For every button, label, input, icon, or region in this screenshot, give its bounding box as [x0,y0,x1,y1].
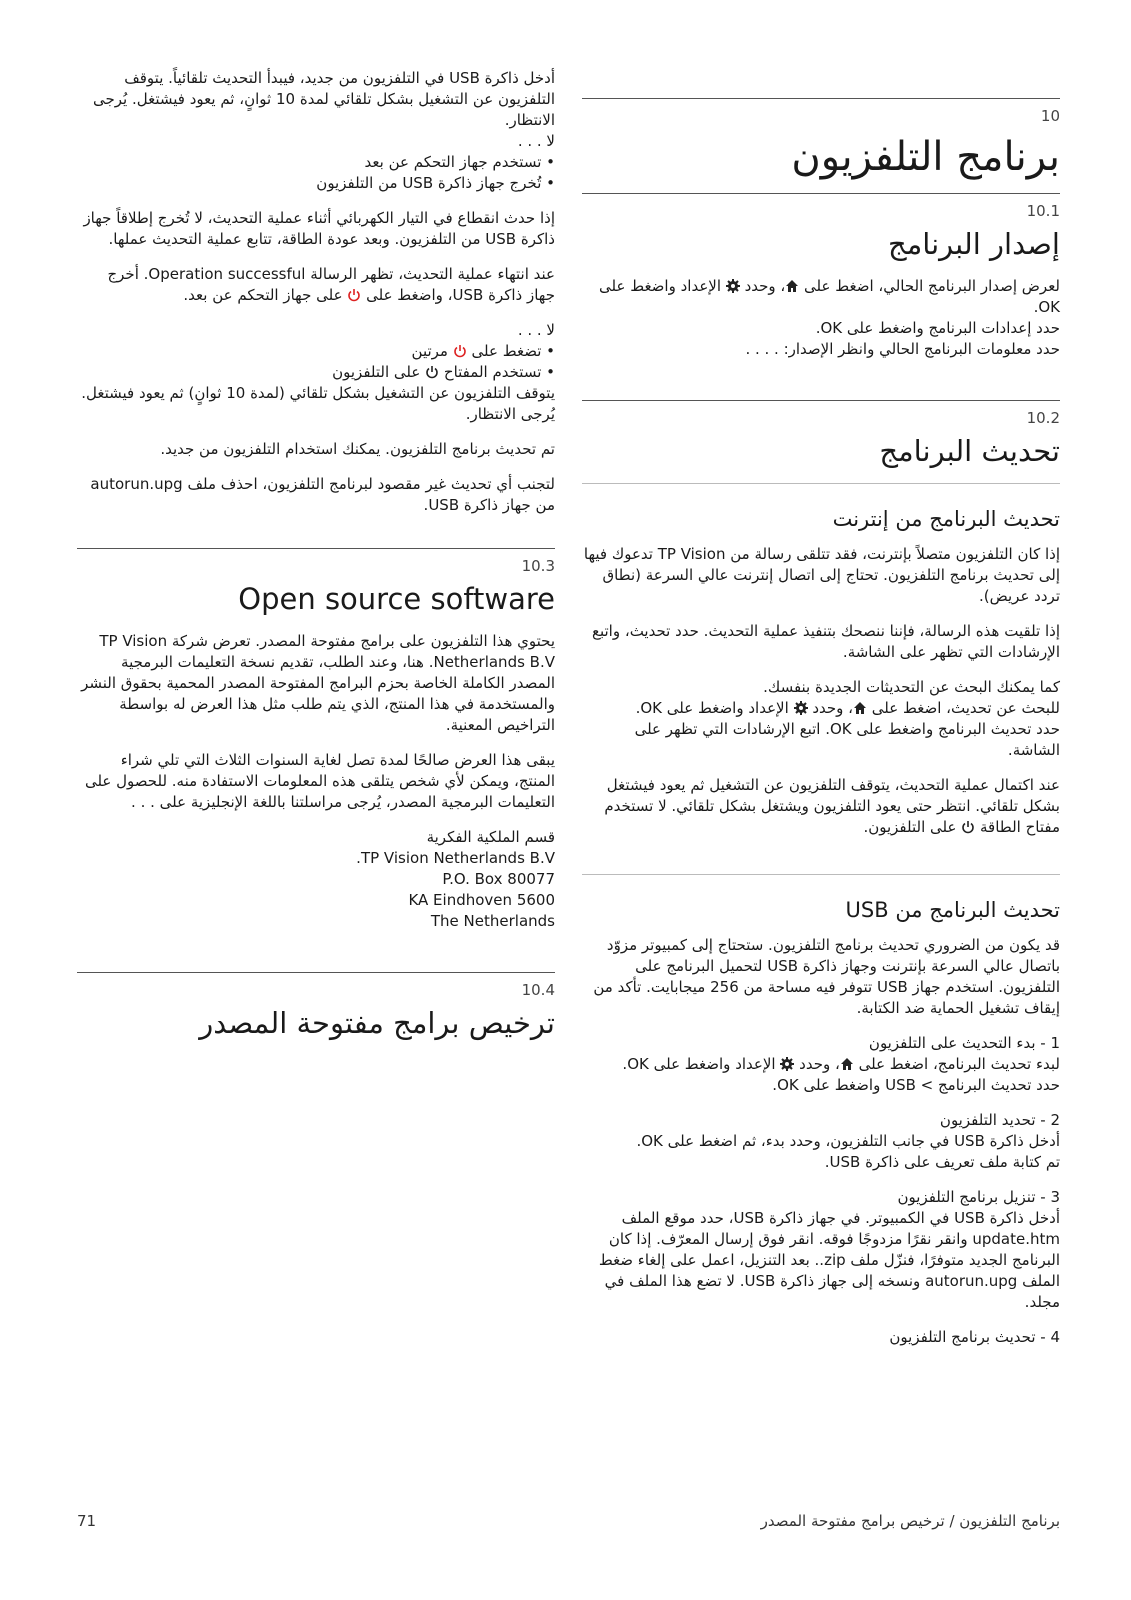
page-number: 71 [77,1512,97,1530]
power-icon [425,365,439,379]
section-rule [77,548,555,549]
address-line: P.O. Box 80077 [442,870,555,888]
subsection-rule [582,483,1060,484]
home-icon [840,1057,854,1071]
section-title: تحديث البرنامج [879,434,1060,468]
subsection-title: تحديث البرنامج من إنترنت [832,507,1060,531]
section-title: إصدار البرنامج [888,227,1060,261]
paragraph: يبقى هذا العرض صالحًا لمدة تصل لغاية السنوات الثلاث التي تلي شراء المنتج، ويمكن لأي شخص يتلقى هذه المعلومات الاستفادة منه. للحصول على التعليمات البرمجية المصدر، يُرجى مراسلتنا باللغة الإنجليزية على . . . [84,751,555,811]
paragraph: تم كتابة ملف تعريف على ذاكرة USB. [824,1153,1060,1171]
power-icon [347,288,361,302]
paragraph: حدد إعدادات البرنامج واضغط على OK. [815,319,1060,337]
paragraph: تم تحديث برنامج التلفزيون. يمكنك استخدام التلفزيون من جديد. [160,440,555,458]
step-title: 2 - تحديد التلفزيون [939,1111,1060,1129]
gear-icon [780,1057,794,1071]
paragraph: حدد تحديث البرنامج واضغط على OK. اتبع الإرشادات التي تظهر على الشاشة. [634,720,1060,759]
section-rule [582,98,1060,99]
paragraph: أدخل ذاكرة USB في الكمبيوتر. في جهاز ذاكرة USB، حدد موقع الملف update.htm وانقر نقرًا مزدوجًا فوقه. انقر فوق إرسال المعرّف. إذا كان البرنامج الجديد متوفرًا، فنزّل ملف zip.. بعد التنزيل، اعمل على إلغاء ضغط الملف autorun.upg ونسخه إلى جهاز ذاكرة USB. لا تضع هذا الملف في مجلد. [598,1209,1060,1311]
chapter-title: برنامج التلفزيون [791,134,1060,180]
address-line: The Netherlands [430,912,555,930]
gear-icon [726,279,740,293]
paragraph: عند اكتمال عملية التحديث، يتوقف التلفزيون عن التشغيل ثم يعود فيشتغل بشكل تلقائي. انتظر حتى يعود التلفزيون ويشتغل بشكل تلقائي. لا تستخدم مفتاح الطاقة على التلفزيون. [604,776,1060,836]
paragraph: إذا تلقيت هذه الرسالة، فإننا ننصحك بتنفيذ عملية التحديث. حدد تحديث، واتبع الإرشادات التي تظهر على الشاشة. [591,622,1060,661]
paragraph: قد يكون من الضروري تحديث برنامج التلفزيون. ستحتاج إلى كمبيوتر مزوّد باتصال عالي السرعة بإنترنت وجهاز ذاكرة USB لتحميل البرنامج على التلفزيون. استخدم جهاز USB تتوفر فيه مساحة من 256 ميجابايت. تأكد من إيقاف تشغيل الحماية ضد الكتابة. [593,936,1060,1017]
paragraph: حدد معلومات البرنامج الحالي وانظر الإصدار: . . . . [745,340,1060,358]
left-column [77,68,555,1055]
paragraph: يتوقف التلفزيون عن التشغيل بشكل تلقائي (لمدة 10 ثوانٍ) ثم يعود فيشتغل. يُرجى الانتظار. [81,384,555,423]
paragraph: للبحث عن تحديث، اضغط على ، وحدد الإعداد واضغط على OK. [635,699,1060,717]
section-number: 10.2 [1026,409,1060,427]
section-title: ترخيص برامج مفتوحة المصدر [199,1006,555,1040]
subsection-title: تحديث البرنامج من USB [845,898,1060,922]
right-column [582,68,1060,1348]
subsection-rule [582,874,1060,875]
paragraph: إذا حدث انقطاع في التيار الكهربائي أثناء عملية التحديث، لا تُخرج إطلاقاً جهاز ذاكرة USB من التلفزيون. وبعد عودة الطاقة، تتابع عملية التحديث عملها. [83,209,555,248]
address-line: TP Vision Netherlands B.V. [356,849,555,867]
paragraph: إذا كان التلفزيون متصلاً بإنترنت، فقد تتلقى رسالة من TP Vision تدعوك فيها إلى تحديث برنامج التلفزيون. تحتاج إلى اتصال إنترنت عالي السرعة (نطاق تردد عريض). [583,545,1060,605]
section-rule [77,972,555,973]
home-icon [785,279,799,293]
paragraph: أدخل ذاكرة USB في جانب التلفزيون، وحدد بدء، ثم اضغط على OK. [636,1132,1060,1150]
address-block [77,827,555,932]
step-title: 4 - تحديث برنامج التلفزيون [889,1328,1060,1346]
paragraph: لا . . . [517,132,555,150]
bullet-item: • تضغط على مرتين [411,342,555,360]
bullet-item: • تستخدم جهاز التحكم عن بعد [364,153,555,171]
paragraph: أدخل ذاكرة USB في التلفزيون من جديد، فيبدأ التحديث تلقائياً. يتوقف التلفزيون عن التشغيل بشكل تلقائي لمدة 10 ثوانٍ، ثم يعود فيشتغل. يُرجى الانتظار. [92,69,555,129]
paragraph: لتجنب أي تحديث غير مقصود لبرنامج التلفزيون، احذف ملف autorun.upg من جهاز ذاكرة USB. [90,475,555,514]
step-title: 1 - بدء التحديث على التلفزيون [868,1034,1060,1052]
gear-icon [794,701,808,715]
section-number: 10 [1040,107,1060,125]
bullet-item: • تُخرج جهاز ذاكرة USB من التلفزيون [316,174,555,192]
paragraph: كما يمكنك البحث عن التحديثات الجديدة بنفسك. [763,678,1060,696]
paragraph: لعرض إصدار البرنامج الحالي، اضغط على ، وحدد الإعداد واضغط على OK. [599,277,1060,316]
section-number: 10.1 [1026,202,1060,220]
section-rule [582,193,1060,194]
home-icon [853,701,867,715]
section-number: 10.3 [521,557,555,575]
step-title: 3 - تنزيل برنامج التلفزيون [897,1188,1060,1206]
paragraph: حدد تحديث البرنامج > USB واضغط على OK. [772,1076,1060,1094]
power-icon [961,820,975,834]
power-icon [453,344,467,358]
section-title: Open source software [238,582,555,616]
address-line: قسم الملكية الفكرية [426,828,555,846]
section-rule [582,400,1060,401]
section-number: 10.4 [521,981,555,999]
paragraph: عند انتهاء عملية التحديث، تظهر الرسالة Operation successful. أخرج جهاز ذاكرة USB، واضغط على على جهاز التحكم عن بعد. [107,265,555,304]
address-line: 5600 KA Eindhoven [408,891,555,909]
paragraph: لا . . . [517,321,555,339]
running-footer: برنامج التلفزيون / ترخيص برامج مفتوحة المصدر [760,1512,1060,1530]
paragraph: يحتوي هذا التلفزيون على برامج مفتوحة المصدر. تعرض شركة TP Vision Netherlands B.V. هنا، وعند الطلب، تقديم نسخة التعليمات البرمجية المصدر الكاملة الخاصة بحزم البرامج المفتوحة المصدر المحمية بحقوق النشر والمستخدمة في هذا المنتج، الذي يتم طلب مثل هذا العرض له بواسطة التراخيص المعنية. [81,632,555,734]
paragraph: لبدء تحديث البرنامج، اضغط على ، وحدد الإعداد واضغط على OK. [622,1055,1060,1073]
bullet-item: • تستخدم المفتاح على التلفزيون [332,363,555,381]
